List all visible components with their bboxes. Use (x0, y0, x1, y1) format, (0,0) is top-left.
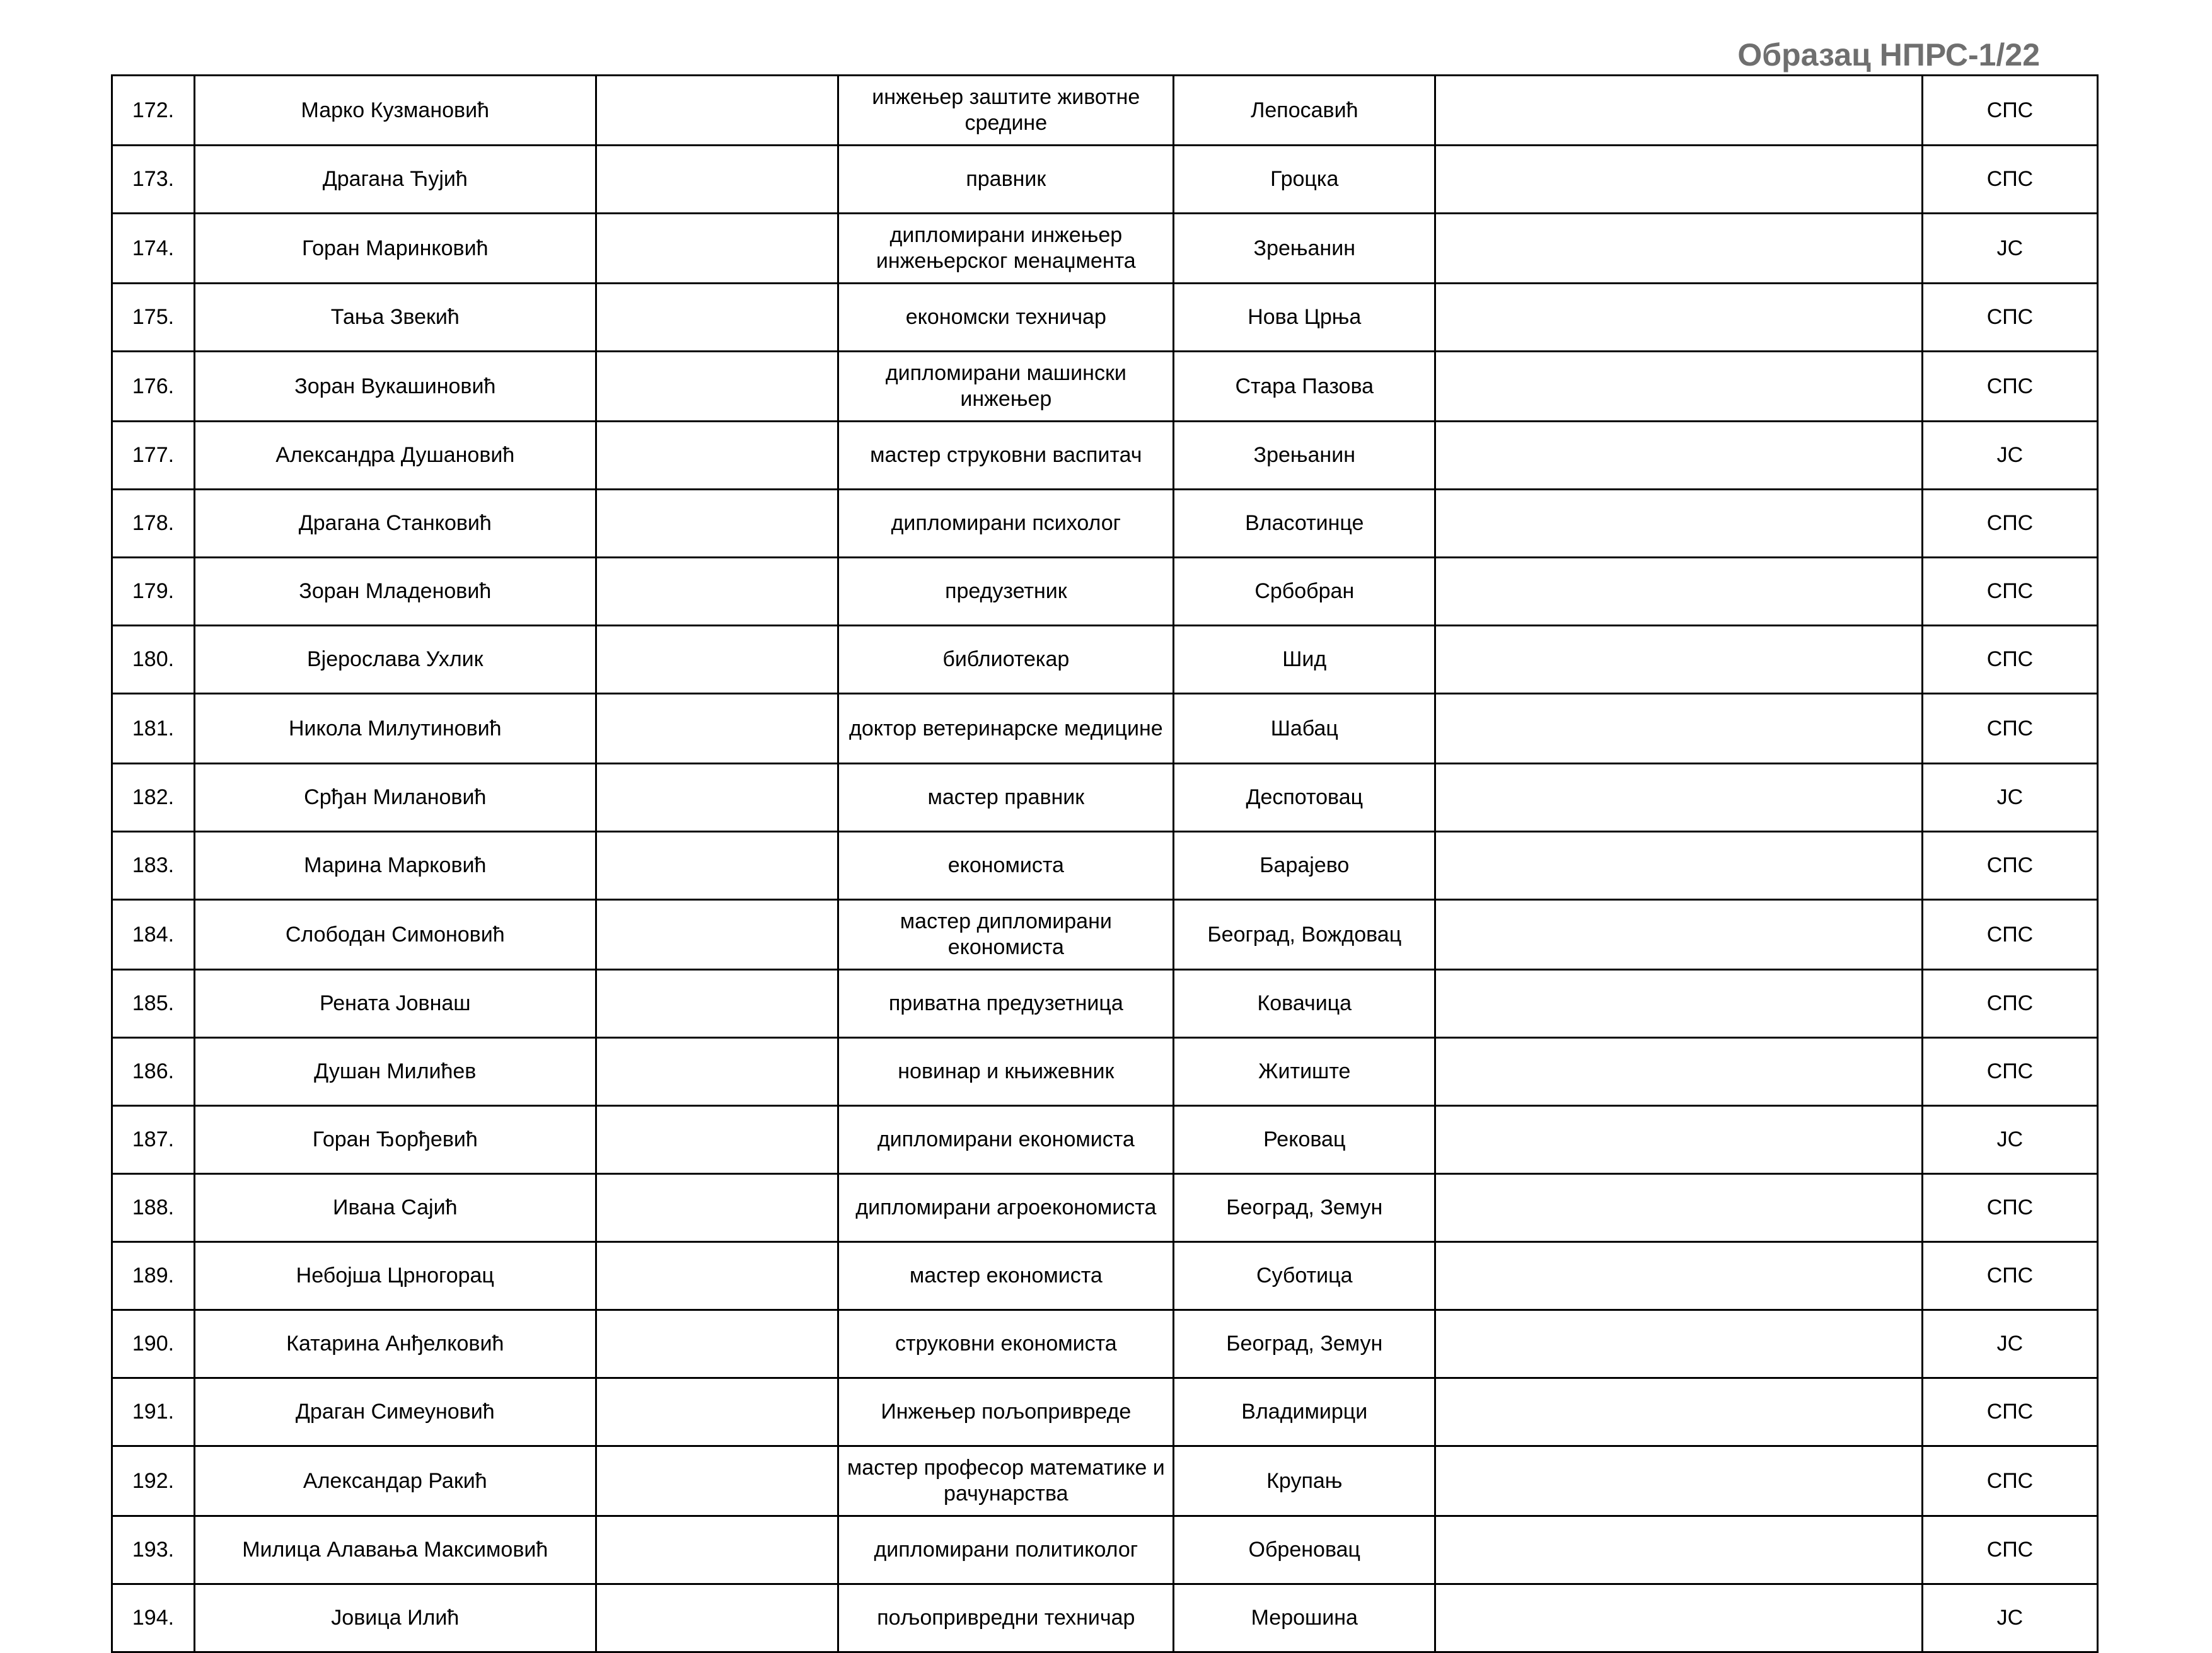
candidate-profession: Инжењер пољопривреде (838, 1378, 1174, 1446)
row-number: 190. (112, 1310, 195, 1378)
candidate-party: СПС (1922, 970, 2097, 1038)
candidate-party: СПС (1922, 76, 2097, 146)
blank-cell (596, 1038, 838, 1106)
candidate-city: Деспотовац (1174, 764, 1435, 832)
candidate-name: Срђан Милановић (194, 764, 596, 832)
candidate-party: СПС (1922, 284, 2097, 352)
candidate-party: СПС (1922, 1516, 2097, 1584)
candidate-city: Мерошина (1174, 1584, 1435, 1652)
candidate-name: Катарина Анђелковић (194, 1310, 596, 1378)
blank-cell (1435, 970, 1923, 1038)
candidate-name: Горан Маринковић (194, 214, 596, 284)
candidate-profession: дипломирани политиколог (838, 1516, 1174, 1584)
blank-cell (596, 694, 838, 764)
table-row (112, 76, 2098, 146)
candidate-name: Вјерослава Ухлик (194, 626, 596, 694)
candidate-profession: мастер правник (838, 764, 1174, 832)
blank-cell (1435, 764, 1923, 832)
row-number: 181. (112, 694, 195, 764)
candidate-profession: новинар и књижевник (838, 1038, 1174, 1106)
blank-cell (1435, 900, 1923, 970)
candidate-name: Горан Ђорђевић (194, 1106, 596, 1174)
candidate-party: СПС (1922, 1174, 2097, 1242)
candidate-city: Обреновац (1174, 1516, 1435, 1584)
table-row (112, 146, 2098, 214)
blank-cell (596, 1310, 838, 1378)
candidate-name: Драган Симеуновић (194, 1378, 596, 1446)
candidate-city: Ковачица (1174, 970, 1435, 1038)
table-row (112, 352, 2098, 422)
blank-cell (596, 214, 838, 284)
candidate-profession: мастер економиста (838, 1242, 1174, 1310)
row-number: 177. (112, 422, 195, 490)
candidate-name: Марина Марковић (194, 832, 596, 900)
row-number: 187. (112, 1106, 195, 1174)
blank-cell (596, 558, 838, 626)
candidate-profession: економиста (838, 832, 1174, 900)
blank-cell (1435, 1038, 1923, 1106)
table-row (112, 1310, 2098, 1378)
blank-cell (596, 422, 838, 490)
blank-cell (596, 764, 838, 832)
row-number: 173. (112, 146, 195, 214)
candidate-party: ЈС (1922, 422, 2097, 490)
candidate-party: СПС (1922, 558, 2097, 626)
row-number: 180. (112, 626, 195, 694)
blank-cell (596, 76, 838, 146)
blank-cell (1435, 1584, 1923, 1652)
candidate-name: Небојша Црногорац (194, 1242, 596, 1310)
blank-cell (1435, 1174, 1923, 1242)
blank-cell (596, 900, 838, 970)
candidate-city: Лепосавић (1174, 76, 1435, 146)
blank-cell (1435, 832, 1923, 900)
candidate-profession: инжењер заштите животне средине (838, 76, 1174, 146)
candidate-city: Гроцка (1174, 146, 1435, 214)
form-code: Образац НПРС-1/22 (1737, 37, 2040, 72)
blank-cell (1435, 1106, 1923, 1174)
blank-cell (596, 284, 838, 352)
candidate-name: Слободан Симоновић (194, 900, 596, 970)
blank-cell (1435, 694, 1923, 764)
row-number: 193. (112, 1516, 195, 1584)
candidate-city: Суботица (1174, 1242, 1435, 1310)
candidate-party: ЈС (1922, 1310, 2097, 1378)
blank-cell (596, 832, 838, 900)
table-row (112, 1242, 2098, 1310)
blank-cell (596, 1584, 838, 1652)
blank-cell (596, 490, 838, 558)
candidate-party: СПС (1922, 900, 2097, 970)
blank-cell (1435, 284, 1923, 352)
row-number: 179. (112, 558, 195, 626)
row-number: 184. (112, 900, 195, 970)
candidate-name: Никола Милутиновић (194, 694, 596, 764)
row-number: 175. (112, 284, 195, 352)
candidate-party: СПС (1922, 146, 2097, 214)
blank-cell (1435, 146, 1923, 214)
candidate-party: ЈС (1922, 764, 2097, 832)
table-row (112, 694, 2098, 764)
candidate-city: Београд, Земун (1174, 1310, 1435, 1378)
candidate-name: Рената Јовнаш (194, 970, 596, 1038)
candidate-city: Владимирци (1174, 1378, 1435, 1446)
row-number: 178. (112, 490, 195, 558)
candidate-profession: дипломирани агроекономиста (838, 1174, 1174, 1242)
candidate-city: Житиште (1174, 1038, 1435, 1106)
candidate-party: ЈС (1922, 1584, 2097, 1652)
row-number: 174. (112, 214, 195, 284)
row-number: 183. (112, 832, 195, 900)
table-row (112, 970, 2098, 1038)
candidate-profession: приватна предузетница (838, 970, 1174, 1038)
candidate-city: Барајево (1174, 832, 1435, 900)
candidate-party: СПС (1922, 1242, 2097, 1310)
candidate-profession: мастер струковни васпитач (838, 422, 1174, 490)
row-number: 192. (112, 1446, 195, 1516)
table-row (112, 1584, 2098, 1652)
candidate-name: Драгана Станковић (194, 490, 596, 558)
row-number: 194. (112, 1584, 195, 1652)
blank-cell (596, 1446, 838, 1516)
candidate-city: Србобран (1174, 558, 1435, 626)
candidate-party: СПС (1922, 490, 2097, 558)
candidate-name: Милица Алавања Максимовић (194, 1516, 596, 1584)
candidate-party: СПС (1922, 832, 2097, 900)
candidate-profession: дипломирани психолог (838, 490, 1174, 558)
blank-cell (1435, 76, 1923, 146)
candidate-profession: доктор ветеринарске медицине (838, 694, 1174, 764)
candidate-profession: мастер професор математике и рачунарства (838, 1446, 1174, 1516)
row-number: 185. (112, 970, 195, 1038)
candidate-city: Зрењанин (1174, 422, 1435, 490)
candidate-table-body (112, 76, 2098, 1652)
blank-cell (1435, 490, 1923, 558)
candidate-profession: економски техничар (838, 284, 1174, 352)
candidate-city: Стара Пазова (1174, 352, 1435, 422)
blank-cell (596, 1378, 838, 1446)
candidate-name: Јовица Илић (194, 1584, 596, 1652)
blank-cell (596, 1106, 838, 1174)
candidate-city: Власотинце (1174, 490, 1435, 558)
candidate-party: ЈС (1922, 214, 2097, 284)
candidate-profession: дипломирани инжењер инжењерског менаџмента (838, 214, 1174, 284)
candidate-party: СПС (1922, 352, 2097, 422)
row-number: 186. (112, 1038, 195, 1106)
blank-cell (1435, 626, 1923, 694)
blank-cell (1435, 352, 1923, 422)
candidate-name: Тања Звекић (194, 284, 596, 352)
table-row (112, 422, 2098, 490)
table-row (112, 832, 2098, 900)
candidate-name: Зоран Вукашиновић (194, 352, 596, 422)
blank-cell (1435, 558, 1923, 626)
candidate-party: СПС (1922, 1446, 2097, 1516)
blank-cell (596, 1174, 838, 1242)
table-row (112, 490, 2098, 558)
candidate-party: СПС (1922, 1378, 2097, 1446)
blank-cell (596, 146, 838, 214)
table-row (112, 626, 2098, 694)
candidate-profession: дипломирани машински инжењер (838, 352, 1174, 422)
candidate-city: Крупањ (1174, 1446, 1435, 1516)
candidate-table (111, 74, 2099, 1653)
blank-cell (1435, 1516, 1923, 1584)
blank-cell (1435, 214, 1923, 284)
table-row (112, 1446, 2098, 1516)
table-row (112, 558, 2098, 626)
candidate-profession: библиотекар (838, 626, 1174, 694)
candidate-name: Марко Кузмановић (194, 76, 596, 146)
candidate-party: СПС (1922, 694, 2097, 764)
candidate-city: Зрењанин (1174, 214, 1435, 284)
candidate-city: Шид (1174, 626, 1435, 694)
candidate-profession: пољопривредни техничар (838, 1584, 1174, 1652)
blank-cell (1435, 422, 1923, 490)
blank-cell (1435, 1310, 1923, 1378)
candidate-party: ЈС (1922, 1106, 2097, 1174)
candidate-profession: мастер дипломирани економиста (838, 900, 1174, 970)
table-row (112, 1106, 2098, 1174)
blank-cell (596, 1516, 838, 1584)
candidate-name: Зоран Младеновић (194, 558, 596, 626)
blank-cell (596, 352, 838, 422)
row-number: 176. (112, 352, 195, 422)
table-row (112, 764, 2098, 832)
candidate-name: Ивана Сајић (194, 1174, 596, 1242)
blank-cell (596, 1242, 838, 1310)
table-row (112, 900, 2098, 970)
table-row (112, 284, 2098, 352)
table-row (112, 214, 2098, 284)
row-number: 182. (112, 764, 195, 832)
blank-cell (596, 626, 838, 694)
blank-cell (1435, 1378, 1923, 1446)
candidate-profession: дипломирани економиста (838, 1106, 1174, 1174)
candidate-name: Душан Милићев (194, 1038, 596, 1106)
row-number: 172. (112, 76, 195, 146)
row-number: 188. (112, 1174, 195, 1242)
candidate-city: Београд, Земун (1174, 1174, 1435, 1242)
table-row (112, 1038, 2098, 1106)
candidate-party: СПС (1922, 1038, 2097, 1106)
candidate-party: СПС (1922, 626, 2097, 694)
table-row (112, 1516, 2098, 1584)
candidate-city: Шабац (1174, 694, 1435, 764)
blank-cell (1435, 1242, 1923, 1310)
candidate-name: Драгана Ћујић (194, 146, 596, 214)
candidate-name: Александар Ракић (194, 1446, 596, 1516)
candidate-profession: правник (838, 146, 1174, 214)
candidate-profession: предузетник (838, 558, 1174, 626)
blank-cell (596, 970, 838, 1038)
candidate-city: Нова Црња (1174, 284, 1435, 352)
row-number: 191. (112, 1378, 195, 1446)
candidate-profession: струковни економиста (838, 1310, 1174, 1378)
table-row (112, 1174, 2098, 1242)
row-number: 189. (112, 1242, 195, 1310)
candidate-city: Београд, Вождовац (1174, 900, 1435, 970)
candidate-city: Рековац (1174, 1106, 1435, 1174)
table-row (112, 1378, 2098, 1446)
candidate-name: Александра Душановић (194, 422, 596, 490)
blank-cell (1435, 1446, 1923, 1516)
